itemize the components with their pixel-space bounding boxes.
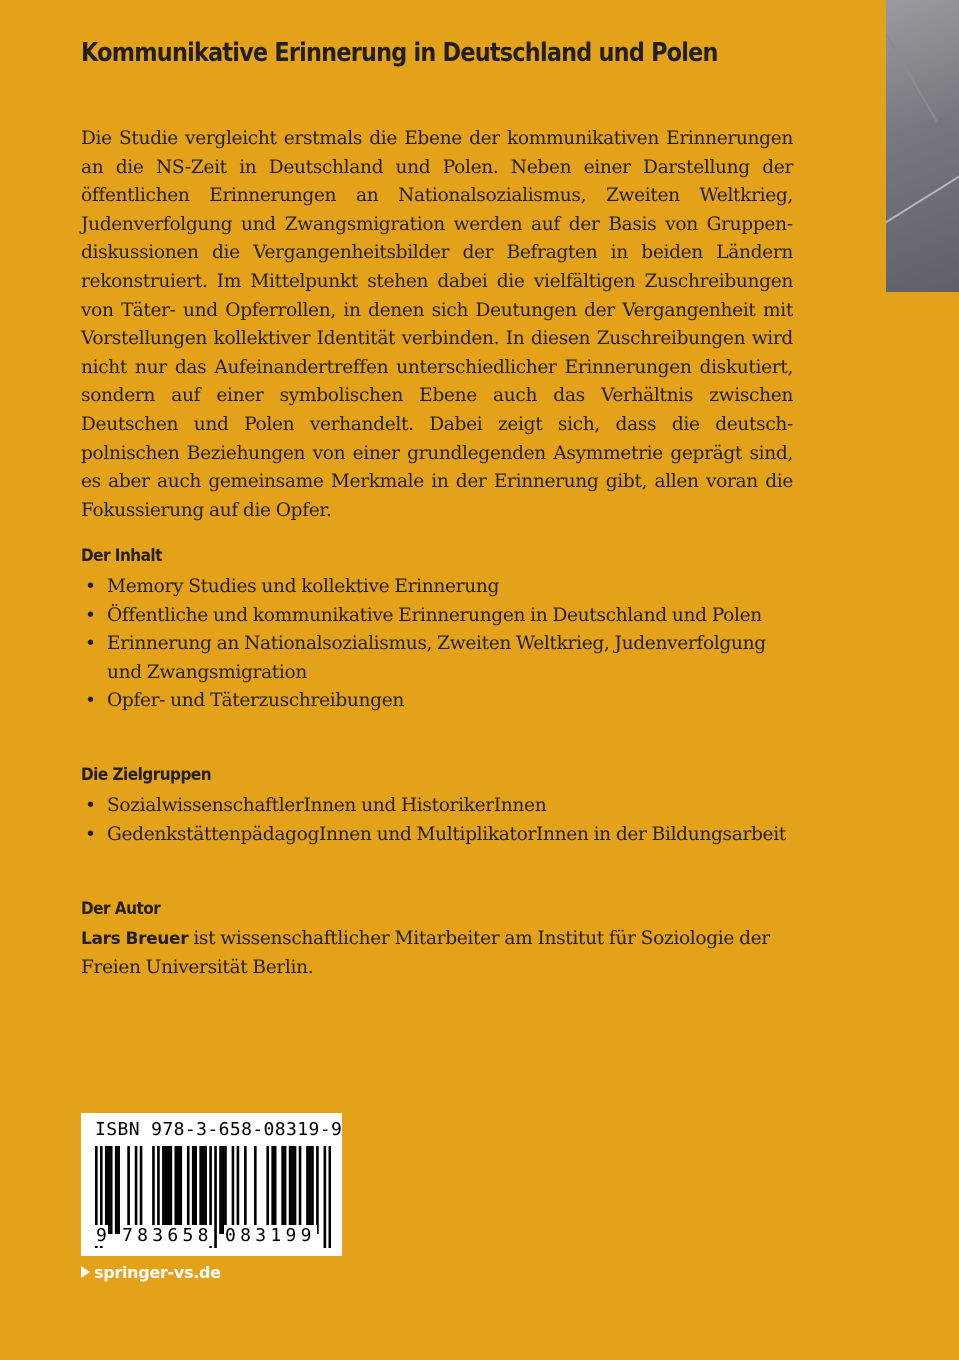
list-item: • Opfer- und Täterzuschreibungen [81,687,793,716]
publisher-link[interactable]: springer-vs.de [81,1263,221,1282]
barcode-bar [157,1146,160,1234]
barcode-bar [316,1146,319,1234]
barcode-bar [162,1146,165,1234]
isbn-barcode [81,1113,342,1256]
barcode-bar [187,1146,190,1234]
barcode-bar [299,1146,302,1234]
list-item: • Memory Studies und kollektive Erinnerung [81,573,793,602]
bullet-icon: • [85,823,96,845]
section-heading-autor: Der Autor [81,899,161,919]
author-name: Lars Breuer [81,929,189,949]
book-title: Kommunikative Erinnerung in Deutschland und Polen [81,38,718,68]
author-text: ist wissenschaftlicher Mitarbeiter am Institut für Soziologie der Freien Universität Berlin. [81,928,770,978]
barcode-bar [294,1146,297,1234]
barcode-bar [194,1146,197,1234]
barcode-bar [266,1146,269,1234]
barcode-bar [105,1146,108,1234]
arrow-right-icon [81,1266,90,1278]
barcode-bar [135,1146,138,1234]
barcode-bar [202,1146,205,1234]
barcode-bar [274,1146,277,1234]
barcode-bar [110,1146,113,1234]
barcode-bar [167,1146,170,1234]
barcode-bar [140,1146,143,1234]
barcode-bar [244,1146,247,1234]
bullet-icon: • [85,690,96,712]
barcode-bar [291,1146,294,1234]
barcode-bar [214,1146,217,1248]
author-bio [81,925,793,982]
list-item: • SozialwissenschaftlerInnen und HistorikerInnen [81,792,793,821]
bullet-icon: • [85,795,96,816]
barcode-bar [127,1146,130,1234]
barcode-bar [289,1146,292,1234]
barcode-bar [306,1146,309,1234]
barcode-bar [281,1146,284,1234]
barcode-bar [117,1146,120,1234]
barcode-bar [232,1146,235,1234]
barcode-bar [324,1146,327,1248]
barcode-bar [222,1146,225,1234]
list-item: • Öffentliche und kommunikative Erinnerungen in Deutschland und Polen [81,602,793,631]
barcode-bar [179,1146,182,1234]
barcode-bar [177,1146,180,1234]
barcode-bar [311,1146,314,1234]
book-description: Die Studie vergleicht erstmals die Ebene der kommunikativen Erinnerungen an die NS-Zeit in Deutschland und Polen. Neben einer Darstellung der öffentlichen Erinnerungen an Nationalsozialismus, Zweiten Weltkrieg, Judenverfolgung und Zwangsmigration werden auf der Basis von Gruppendiskussionen die Vergangenheitsbilder der Befragten in beiden Ländern rekonstruiert. Im Mittelpunkt stehen dabei die vielfältigen Zuschreibungen von Täter- und Opferrollen, in denen sich Deutungen der Vergangenheit mit Vorstellungen kollektiver Identität verbinden. In diesen Zuschreibungen wird nicht nur das Aufeinandertreffen unterschiedlicher Erinnerungen diskutiert, sondern auf einer symbolischen Ebene auch das Verhältnis zwischen Deutschen und Polen verhandelt. Dabei zeigt sich, dass die deutsch-polnischen Beziehungen von einer grundlegenden Asymmetrie geprägt sind, es aber auch gemeinsame Merkmale in der Erinnerung gibt, allen voran die Fokussierung auf die Opfer. [81,128,793,521]
barcode-bar [224,1146,227,1234]
section-heading-zielgruppen: Die Zielgruppen [81,765,212,785]
ean-left-group: 783658 [122,1225,213,1246]
list-item: • Erinnerung an Nationalsozialismus, Zweiten Weltkrieg, Judenverfolgung und Zwangsmigration [81,630,793,687]
barcode-bar [199,1146,202,1234]
barcode-bar [204,1146,207,1234]
barcode-bar [271,1146,274,1234]
ean-first-digit: 9 [96,1225,107,1246]
cover-corner-graphic [886,0,959,292]
barcode-bar [107,1146,110,1234]
barcode-bar [284,1146,287,1234]
barcode-bar [192,1146,195,1234]
list-item: • GedenkstättenpädagogInnen und MultiplikatorInnen in der Bildungsarbeit [81,821,793,850]
inhalt-list [81,573,793,716]
barcode-bar [237,1146,240,1234]
zielgruppen-list [81,792,793,849]
bullet-icon: • [85,576,96,597]
section-heading-inhalt: Der Inhalt [81,546,162,566]
ean-right-group: 083199 [225,1225,316,1246]
barcode-bar [152,1146,155,1234]
barcode-bar [170,1146,173,1234]
barcode-bar [174,1146,177,1234]
barcode-bar [309,1146,312,1234]
bullet-icon: • [85,604,96,626]
bullet-icon: • [85,633,96,655]
barcode-bar [254,1146,257,1234]
barcode-bar [165,1146,168,1234]
barcode-bar [219,1146,222,1234]
barcode-bar [115,1146,118,1234]
barcode-bar [329,1146,331,1248]
isbn-label: ISBN 978-3-658-08319-9 [95,1119,343,1140]
